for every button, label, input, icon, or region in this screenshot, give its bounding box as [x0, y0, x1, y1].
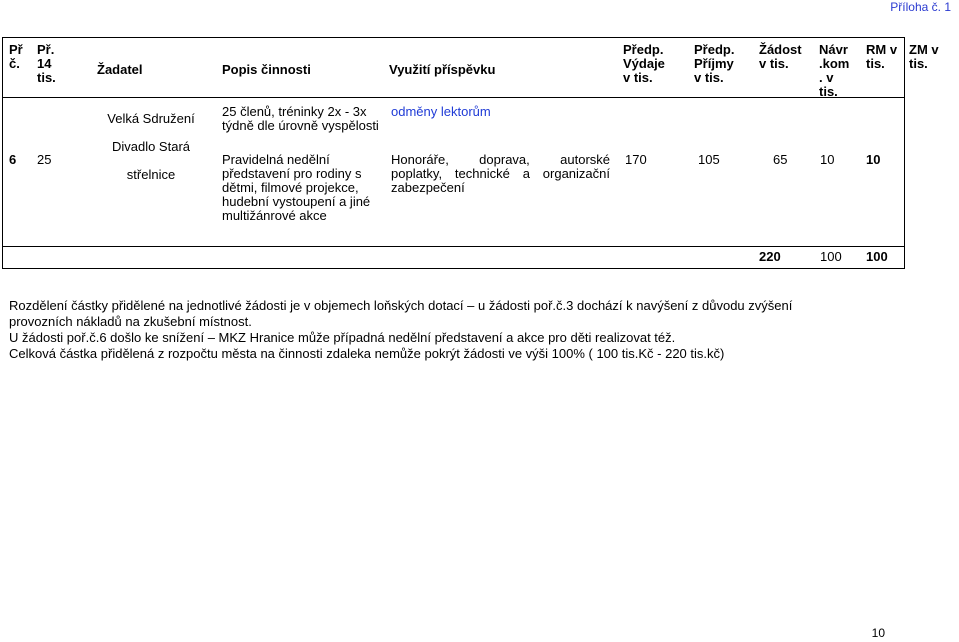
row-activity-1: 25 členů, tréninky 2x - 3x týdně dle úrovně vyspělosti	[222, 104, 379, 133]
note-total: Celková částka přidělená z rozpočtu města na činnosti zdaleka nemůže pokrýt žádosti ve výši 100% ( 100 tis.Kč - 220 tis.kč)	[9, 346, 725, 361]
row-number: 6	[9, 152, 17, 167]
header-prev-year: Př. 14 tis.	[37, 42, 56, 85]
header-bottom-border	[2, 97, 904, 98]
total-proposal: 100	[820, 249, 842, 264]
row-applicant: Velká Sdružení Divadlo Stará střelnice	[107, 111, 195, 182]
header-expenses: Předp. Výdaje v tis.	[623, 42, 665, 85]
header-request: Žádost v tis.	[759, 42, 802, 71]
header-income: Předp. Příjmy v tis.	[694, 42, 735, 85]
row-previous-amount: 25	[37, 152, 52, 167]
row-request: 65	[773, 152, 788, 167]
total-request: 220	[759, 249, 781, 264]
table-top-border	[2, 37, 904, 38]
row-rm: 10	[866, 152, 881, 167]
table-bottom-border	[2, 268, 904, 269]
row-expenses: 170	[625, 152, 647, 167]
header-rm: RM v tis.	[866, 42, 898, 71]
row-income: 105	[698, 152, 720, 167]
header-activity: Popis činnosti	[222, 62, 311, 77]
note-reduction: U žádosti poř.č.6 došlo ke snížení – MKZ Hranice může případná nedělní představení a akce pro děti realizovat též.	[9, 330, 676, 345]
row-proposal: 10	[820, 152, 835, 167]
table-right-border	[904, 37, 905, 269]
total-rm: 100	[866, 249, 888, 264]
header-applicant: Žadatel	[97, 62, 143, 77]
table-left-border	[2, 37, 3, 269]
header-no: Př č.	[9, 42, 23, 71]
header-proposal: Návr .kom . v tis.	[819, 42, 850, 99]
note-allocation: Rozdělení částky přidělené na jednotlivé žádosti je v objemech loňských dotací – u žádosti poř.č.3 dochází k navýšení z důvodu zvýšení	[9, 298, 793, 313]
row-usage-1: odměny lektorům	[391, 104, 491, 119]
annex-label: Příloha č. 1	[890, 0, 951, 14]
row-bottom-border	[2, 246, 904, 247]
row-activity-2: Pravidelná nedělní představení pro rodiny s dětmi, filmové projekce, hudební vystoupení a jiné multižánrové akce	[222, 152, 371, 223]
page-number: 10	[871, 626, 885, 640]
note-allocation-cont: provozních nákladů na zkušební místnost.	[9, 314, 252, 329]
header-usage: Využití příspěvku	[389, 62, 496, 77]
header-zm: ZM v tis.	[909, 42, 939, 71]
row-usage-2: Honoráře, doprava, autorské poplatky, technické a organizační zabezpečení	[391, 152, 610, 195]
